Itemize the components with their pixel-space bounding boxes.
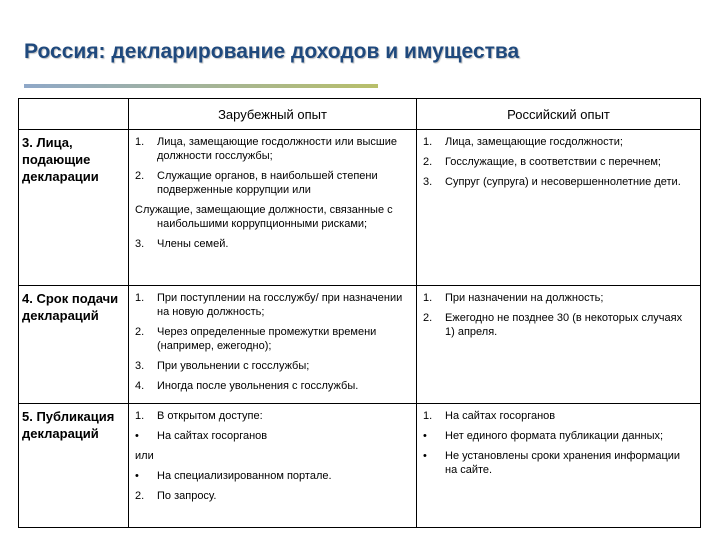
list-item bbox=[423, 311, 694, 339]
list-item bbox=[423, 409, 694, 423]
header-foreign: Зарубежный опыт bbox=[129, 99, 417, 130]
item-text: Служащие органов, в наибольшей степени подверженные коррупции или bbox=[157, 170, 378, 196]
bullet: • bbox=[423, 430, 427, 442]
list-item bbox=[423, 429, 694, 443]
item-text: В открытом доступе: bbox=[157, 410, 263, 422]
row-label-deadline: 4. Срок подачи деклараций bbox=[19, 286, 129, 404]
russian-publication-cell bbox=[417, 404, 701, 528]
list-item bbox=[135, 469, 410, 483]
item-number: 1. bbox=[423, 410, 433, 422]
list-item: или bbox=[135, 450, 154, 462]
list-item bbox=[135, 169, 410, 197]
item-number: 2. bbox=[135, 170, 145, 182]
item-number: 3. bbox=[135, 360, 145, 372]
list-item bbox=[135, 135, 410, 163]
table-row bbox=[19, 130, 701, 286]
list-item: Служащие, замещающие должности, связанные с наибольшими коррупционными рисками; bbox=[135, 204, 393, 230]
header-row bbox=[19, 99, 701, 130]
item-number: 1. bbox=[423, 292, 433, 304]
item-text: На сайтах госорганов bbox=[445, 410, 556, 422]
comparison-table bbox=[18, 98, 701, 528]
russian-deadline-cell bbox=[417, 286, 701, 404]
item-text: Госслужащие, в соответствии с перечнем; bbox=[445, 156, 661, 168]
bullet: • bbox=[135, 470, 139, 482]
list-item bbox=[135, 237, 410, 251]
table-row bbox=[19, 404, 701, 528]
list-item bbox=[135, 429, 410, 443]
item-text: Нет единого формата публикации данных; bbox=[445, 430, 664, 442]
list-item bbox=[423, 449, 694, 477]
item-number: 1. bbox=[135, 410, 145, 422]
item-number: 3. bbox=[423, 176, 433, 188]
item-text: Супруг (супруга) и несовершеннолетние дети. bbox=[445, 176, 681, 188]
foreign-deadline-cell bbox=[129, 286, 417, 404]
item-text: При назначении на должность; bbox=[445, 292, 604, 304]
item-text: На специализированном портале. bbox=[157, 470, 332, 482]
item-number: 1. bbox=[135, 136, 145, 148]
list-item bbox=[135, 409, 410, 423]
table-row bbox=[19, 286, 701, 404]
item-number: 3. bbox=[135, 238, 145, 250]
list-item bbox=[135, 325, 410, 353]
item-text: Лица, замещающие госдолжности; bbox=[445, 136, 623, 148]
item-number: 2. bbox=[135, 490, 145, 502]
slide-title: Россия: декларирование доходов и имущества bbox=[24, 40, 520, 63]
item-text: Иногда после увольнения с госслужбы. bbox=[157, 380, 359, 392]
item-number: 2. bbox=[423, 156, 433, 168]
item-text: Не установлены сроки хранения информации на сайте. bbox=[445, 450, 681, 476]
item-text: По запросу. bbox=[157, 490, 217, 502]
list-item bbox=[135, 379, 410, 393]
item-text: Члены семей. bbox=[157, 238, 229, 250]
item-text: При поступлении на госслужбу/ при назначении на новую должность; bbox=[157, 292, 403, 318]
item-number: 1. bbox=[135, 292, 145, 304]
list-item bbox=[423, 135, 694, 149]
list-item bbox=[135, 489, 410, 503]
title-underline bbox=[24, 84, 378, 88]
row-label-publication: 5. Публикация деклараций bbox=[19, 404, 129, 528]
item-number: 2. bbox=[135, 326, 145, 338]
list-item bbox=[423, 155, 694, 169]
item-text: На сайтах госорганов bbox=[157, 430, 268, 442]
item-number: 1. bbox=[423, 136, 433, 148]
foreign-publication-cell bbox=[129, 404, 417, 528]
list-item bbox=[135, 291, 410, 319]
russian-declarants-cell bbox=[417, 130, 701, 286]
bullet: • bbox=[135, 430, 139, 442]
item-text: Ежегодно не позднее 30 (в некоторых случаях 1) апреля. bbox=[445, 312, 683, 338]
list-item bbox=[423, 291, 694, 305]
item-number: 2. bbox=[423, 312, 433, 324]
header-russian: Российский опыт bbox=[417, 99, 701, 130]
list-item bbox=[135, 359, 410, 373]
bullet: • bbox=[423, 450, 427, 462]
item-number: 4. bbox=[135, 380, 145, 392]
item-text: При увольнении с госслужбы; bbox=[157, 360, 310, 372]
row-label-declarants: 3. Лица, подающие декларации bbox=[19, 130, 129, 286]
list-item bbox=[423, 175, 694, 189]
item-text: Лица, замещающие госдолжности или высшие должности госслужбы; bbox=[157, 136, 398, 162]
item-text: Через определенные промежутки времени (например, ежегодно); bbox=[157, 326, 377, 352]
foreign-declarants-cell bbox=[129, 130, 417, 286]
header-empty bbox=[19, 99, 129, 130]
